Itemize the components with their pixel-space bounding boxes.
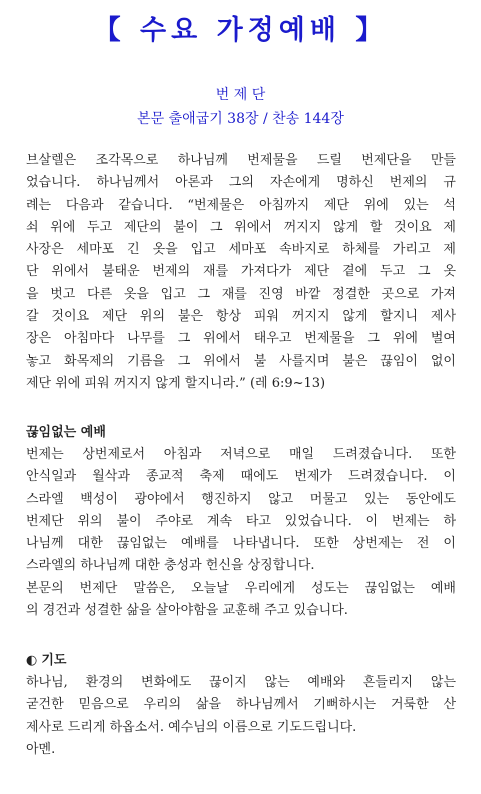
section-line: 스라엘의 하나님께 대한 충성과 헌신을 상징합니다. bbox=[26, 558, 315, 574]
scripture-hymn-reference: 본문 출애굽기 38장 / 찬송 144장 bbox=[137, 111, 344, 127]
sermon-title: 번 제 단 bbox=[215, 87, 266, 103]
section-line: 번제는 상번제로서 아침과 저녁으로 매일 드려졌습니다. 또한 bbox=[26, 447, 456, 462]
section-line: 나님께 대한 끊임없는 예배를 나타냅니다. 또한 상번제는 전 이 bbox=[26, 536, 456, 552]
prayer-heading bbox=[26, 650, 456, 672]
intro-line: 었습니다. 하나님께서 아론과 그의 자손에게 명하신 번제의 규 bbox=[26, 175, 456, 191]
intro-line: 제단 위에 피워 꺼지지 않게 할지니라.” (레 6:9~13) bbox=[26, 375, 326, 391]
intro-line: 갈 것이요 제단 위의 불은 항상 피워 꺼지지 않게 할지니 제사 bbox=[26, 309, 456, 325]
intro-line: 례는 다음과 같습니다. “번제물은 아침까지 제단 위에 있는 석 bbox=[26, 197, 456, 213]
section-line: 번제단 위의 불이 주야로 계속 타고 있었습니다. 이 번제는 하 bbox=[26, 513, 456, 529]
prayer-line: 굳건한 믿음으로 우리의 삶을 하나님께서 기뻐하시는 거룩한 산 bbox=[26, 697, 456, 713]
section-continuous-worship bbox=[26, 422, 456, 622]
intro-line: 을 벗고 다른 옷을 입고 그 재를 진영 바깥 정결한 곳으로 가져 bbox=[26, 286, 456, 302]
intro-line: 쇠 위에 두고 제단의 불이 그 위에서 꺼지지 않게 할 것이요 제 bbox=[26, 219, 456, 235]
intro-line: 놓고 화목제의 기름을 그 위에서 불 사를지며 불은 끊임이 없이 bbox=[26, 353, 456, 369]
section-line: 의 경건과 성결한 삶을 살아야함을 교훈해 주고 있습니다. bbox=[26, 603, 348, 619]
section-line: 본문의 번제단 말씀은, 오늘날 우리에게 성도는 끊임없는 예배 bbox=[26, 580, 456, 596]
intro-line: 장은 아침마다 나무를 그 위에서 태우고 번제물을 그 위에 벌여 bbox=[26, 331, 456, 347]
prayer-line: 하나님, 환경의 변화에도 끊이지 않는 예배와 흔들리지 않는 bbox=[26, 675, 456, 690]
half-circle-icon: ◐ bbox=[26, 653, 38, 668]
prayer-line: 아멘. bbox=[26, 741, 56, 757]
prayer-line: 제사로 드리게 하옵소서. 예수님의 이름으로 기도드립니다. bbox=[26, 719, 357, 735]
page-title: 【 수요 가정예배 】 bbox=[93, 15, 388, 46]
section-line: 스라엘 백성이 광야에서 행진하지 않고 머물고 있는 동안에도 bbox=[26, 491, 456, 507]
intro-line: 브살렐은 조각목으로 하나님께 번제물을 드릴 번제단을 만들 bbox=[26, 153, 456, 168]
intro-line: 사장은 세마포 긴 옷을 입고 세마포 속바지로 하체를 가리고 제 bbox=[26, 242, 456, 258]
section-heading: 끊임없는 예배 bbox=[26, 425, 106, 440]
intro-line: 단 위에서 불태운 번제의 재를 가져다가 제단 곁에 두고 그 옷 bbox=[26, 264, 456, 280]
section-prayer bbox=[26, 650, 456, 761]
prayer-heading-label: 기도 bbox=[41, 653, 67, 668]
section-line: 안식일과 월삭과 종교적 축제 때에도 번제가 드려졌습니다. 이 bbox=[26, 469, 456, 485]
intro-paragraph bbox=[26, 150, 456, 395]
passage-header bbox=[0, 83, 481, 131]
